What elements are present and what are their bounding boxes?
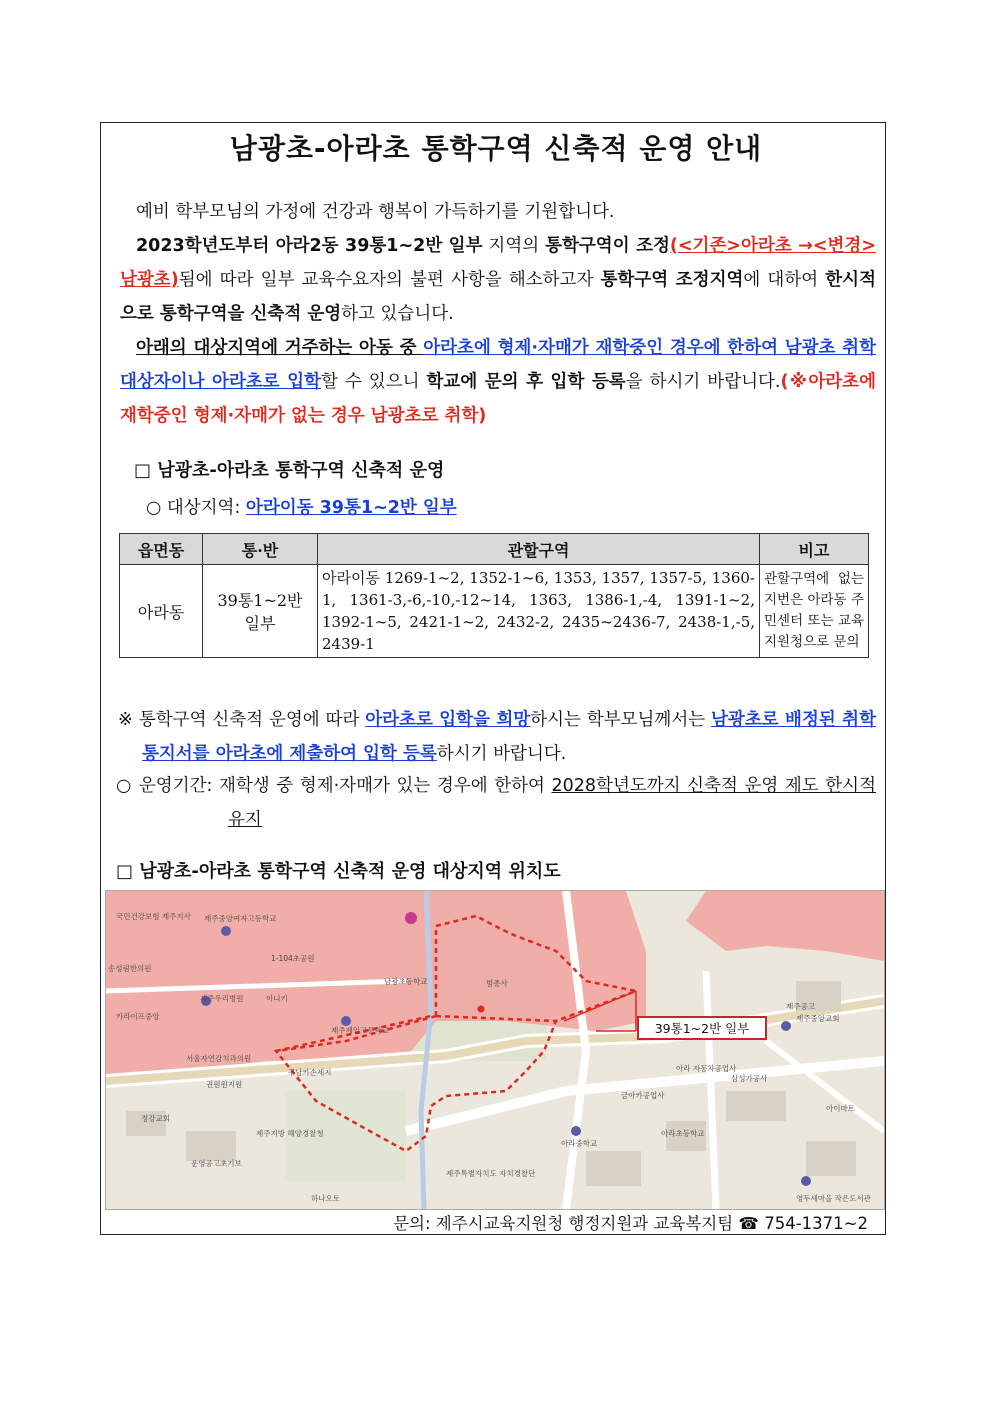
map-label: 정강교회 <box>141 1114 170 1123</box>
map-callout: 39통1~2반 일부 <box>654 1021 750 1036</box>
text: 재학생 중 형제·자매가 있는 경우에 한하여 <box>219 776 552 796</box>
map-label: 제주특별자치도 자치경찰단 <box>446 1169 536 1178</box>
intro-paragraph-2 <box>120 229 876 331</box>
text-bold: 학교에 문의 후 입학 등록 <box>426 372 626 392</box>
map-graphic <box>106 891 884 1209</box>
section2-heading: □ 남광초-아라초 통학구역 신축적 운영 대상지역 위치도 <box>116 861 561 882</box>
map-label: 남광초등학교 <box>384 977 428 986</box>
text: 하시기 바랍니다. <box>436 744 567 764</box>
table-header: 읍면동 <box>120 534 203 565</box>
map-label: 제주중앙교회 <box>796 1014 840 1023</box>
map-label: 구남카손세지 <box>288 1068 332 1077</box>
map-label: 운영공고초기보 <box>191 1159 242 1168</box>
map-label: 금아카공업사 <box>621 1091 665 1100</box>
text-underline: 2028학년도까지 신축적 운영 제도 한시적 유지 <box>228 776 876 830</box>
text: 지역의 <box>482 236 546 256</box>
map-label: 제주중앙여자고등학교 <box>204 914 277 923</box>
text-red: (<기존>아라초 →<변경>남광초) <box>120 236 876 290</box>
cell-area: 아라이동 1269-1~2, 1352-1~6, 1353, 1357, 1357-5, 1360-1, 1361-3,-6,-10,-12~14, 1363, 1386-1,-4, 1391-1~2, 1392-1~5, 2421-1~2, 2432-2, 2435~2436-7, 2438-1,-5, 2439-1 <box>318 565 760 658</box>
table-header-row <box>120 534 869 565</box>
text-blue: 아라초에 형제·자매가 재학중인 경우에 한하여 남광초 취학대상자이나 아라초로 입학 <box>120 338 876 392</box>
notice-paragraph <box>118 703 876 771</box>
map-label: 아이마트 <box>826 1104 855 1113</box>
area-table <box>119 533 869 658</box>
text-bold: 2023학년도부터 아라2동 39통1~2반 일부 <box>136 236 483 256</box>
map-label: 1-104초공원 <box>271 954 315 963</box>
table-header: 관할구역 <box>318 534 760 565</box>
period-label: ○ 운영기간: <box>116 776 219 796</box>
text: 됨에 따라 일부 교육수요자의 불편 사항을 해소하고자 <box>178 270 601 290</box>
map-label: 아라 자동차공업사 <box>676 1064 737 1073</box>
map-label: 이니키 <box>266 994 288 1003</box>
map-label: 송성림한의원 <box>108 964 152 973</box>
map-label: 영두세마을 작은도서관 <box>796 1194 871 1203</box>
map-label: 삼성가공사 <box>731 1074 768 1083</box>
notice-mark: ※ <box>118 710 133 730</box>
text: 하시는 학부모님께서는 <box>530 710 712 730</box>
intro-paragraph-3 <box>120 331 876 433</box>
cell-dong: 아라동 <box>120 565 203 658</box>
target-label: ○ 대상지역: <box>146 498 246 518</box>
map-label: 권원원지원 <box>206 1080 243 1089</box>
map-label: 아라중학교 <box>561 1139 598 1148</box>
text-red: (※아라초에 재학중인 형제·자매가 없는 경우 남광초로 취학) <box>120 372 876 426</box>
table-header: 통·반 <box>203 534 318 565</box>
cell-note: 관할구역에 없는 지번은 아라동 주민센터 또는 교육지원청으로 문의 <box>760 565 869 658</box>
text-bold: 통학구역 조정지역 <box>600 270 744 290</box>
table-row <box>120 565 869 658</box>
table-header: 비고 <box>760 534 869 565</box>
text: 을 하시기 바랍니다. <box>625 372 781 392</box>
map-label: 서울자연감치과의원 <box>186 1054 252 1063</box>
target-value: 아라이동 39통1~2반 일부 <box>245 498 457 518</box>
map-label: 국민건강보험 제주지사 <box>116 912 191 921</box>
map-label: 제주공고 <box>786 1002 815 1011</box>
text-blue: 남광초로 배정된 취학통지서를 아라초에 제출하여 입학 등록 <box>142 710 876 764</box>
map-label: 아라초등학교 <box>661 1129 705 1138</box>
map-label: 제주지방 해양경찰청 <box>256 1129 324 1138</box>
text: 하고 있습니다. <box>341 304 454 324</box>
map-label: 제주제일고등학교 <box>331 1026 389 1035</box>
text-bold: 한시적으로 통학구역을 신축적 운영 <box>120 270 876 324</box>
text-bold: 아래의 대상지역에 거주하는 아동 중 <box>136 338 424 358</box>
section1-heading: □ 남광초-아라초 통학구역 신축적 운영 <box>134 460 445 481</box>
map-label: 카라이프중앙 <box>116 1012 160 1021</box>
intro-greeting: 예비 학부모님의 가정에 건강과 행복이 가득하기를 기원합니다. <box>136 202 615 222</box>
contact-info: 문의: 제주시교육지원청 행정지원과 교육복지팀 ☎ 754-1371~2 <box>393 1214 868 1233</box>
target-area <box>146 494 457 519</box>
map-label: 범종사 <box>486 979 508 988</box>
page-title: 남광초-아라초 통학구역 신축적 운영 안내 <box>229 132 763 165</box>
text: 할 수 있으니 <box>321 372 427 392</box>
location-map <box>105 890 885 1210</box>
map-label: 제주우리병원 <box>200 994 244 1003</box>
map-label: 하나오토 <box>311 1194 340 1203</box>
text: 에 대하여 <box>743 270 826 290</box>
period-paragraph <box>116 769 876 837</box>
text: 통학구역 신축적 운영에 따라 <box>132 710 366 730</box>
text-bold: 통학구역이 조정 <box>545 236 670 256</box>
text-blue: 아라초로 입학을 희망 <box>365 710 531 730</box>
cell-tongban: 39통1~2반 일부 <box>203 565 318 658</box>
